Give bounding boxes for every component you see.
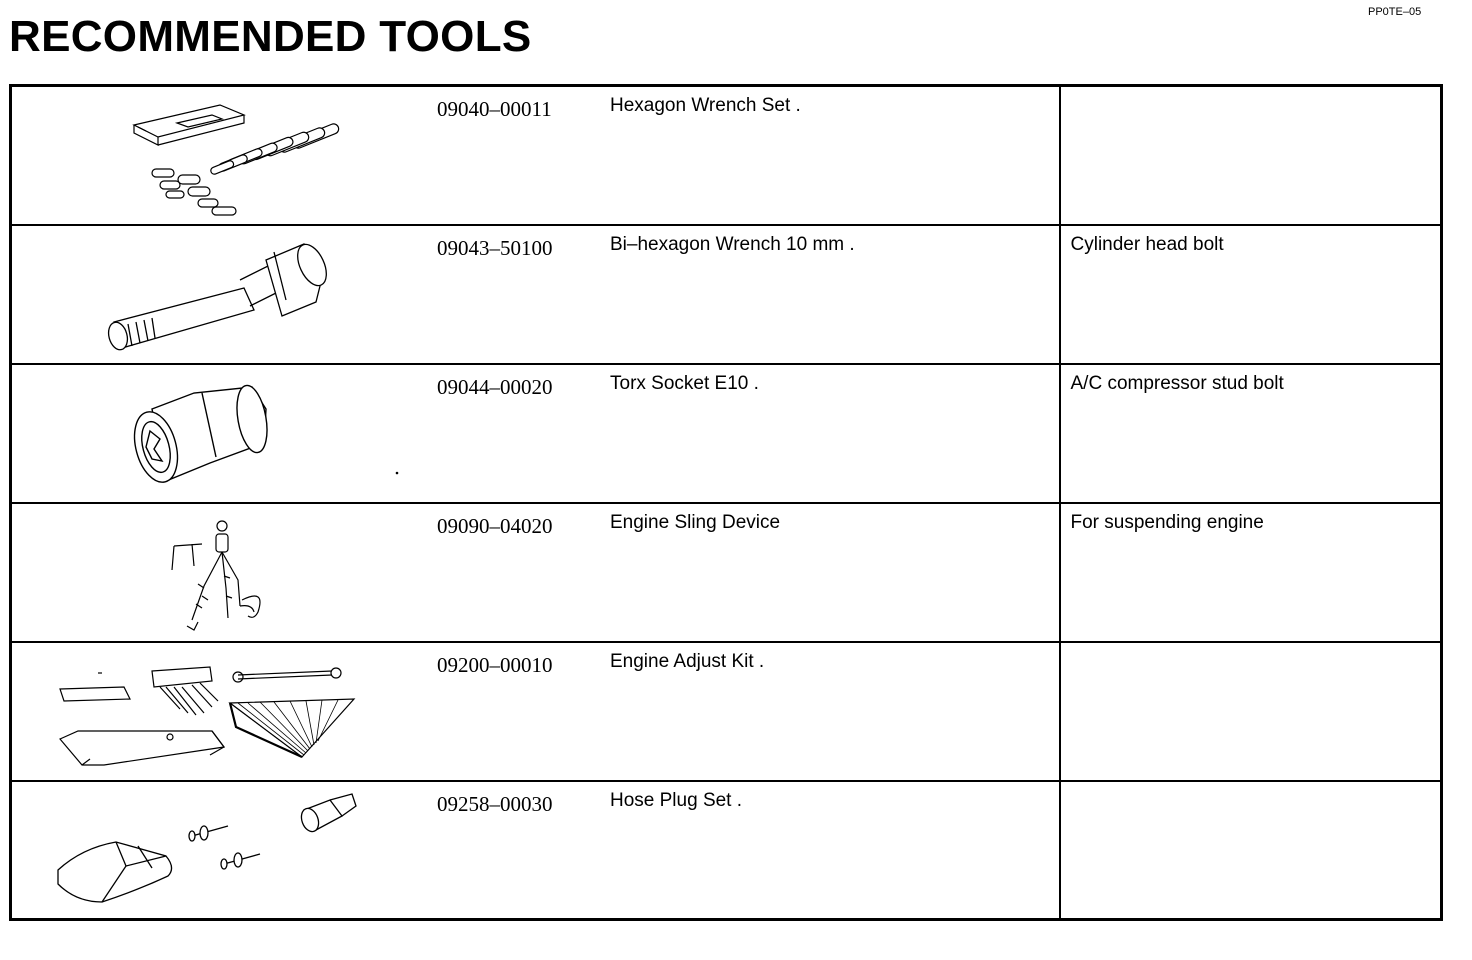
tool-note-cell [1060, 642, 1442, 781]
tool-info-cell [11, 503, 1060, 642]
table-row [11, 225, 1442, 364]
tool-note-cell [1060, 86, 1442, 225]
tool-note-cell [1060, 503, 1442, 642]
part-number: 09090–04020 [437, 513, 553, 538]
tool-info-cell [11, 364, 1060, 503]
torx-socket-icon [42, 369, 402, 501]
table-row [11, 642, 1442, 781]
hose-plug-set-icon [42, 786, 402, 918]
engine-sling-device-icon [42, 508, 402, 640]
part-number: 09258–00030 [437, 791, 553, 816]
tool-info-cell [11, 86, 1060, 225]
table-row [11, 781, 1442, 920]
table-row [11, 503, 1442, 642]
part-number: 09043–50100 [437, 235, 553, 260]
tool-name: Engine Sling Device [610, 511, 781, 533]
tool-note-cell [1060, 225, 1442, 364]
table-row [11, 364, 1442, 503]
tool-name: Bi–hexagon Wrench 10 mm . [610, 233, 855, 255]
tool-note-cell [1060, 364, 1442, 503]
tool-name: Engine Adjust Kit . [610, 650, 765, 672]
tool-name: Hose Plug Set . [610, 789, 743, 811]
tool-note: A/C compressor stud bolt [1070, 372, 1284, 394]
engine-adjust-kit-icon [42, 647, 402, 779]
page-title: RECOMMENDED TOOLS [9, 12, 532, 61]
tool-note-cell [1060, 781, 1442, 920]
table-row [11, 86, 1442, 225]
tools-table [9, 84, 1443, 921]
tool-info-cell [11, 781, 1060, 920]
tool-info-cell [11, 225, 1060, 364]
tool-name: Hexagon Wrench Set . [610, 95, 801, 116]
part-number: 09044–00020 [437, 374, 553, 399]
document-code: PP0TE–05 [1368, 6, 1422, 18]
tool-name: Torx Socket E10 . [610, 372, 759, 394]
tool-note: For suspending engine [1070, 511, 1264, 533]
hexagon-wrench-set-icon [42, 91, 402, 223]
part-number: 09200–00010 [437, 652, 553, 677]
tool-note: Cylinder head bolt [1070, 233, 1224, 255]
tool-info-cell [11, 642, 1060, 781]
bi-hexagon-wrench-icon [42, 230, 402, 362]
part-number: 09040–00011 [437, 97, 552, 121]
